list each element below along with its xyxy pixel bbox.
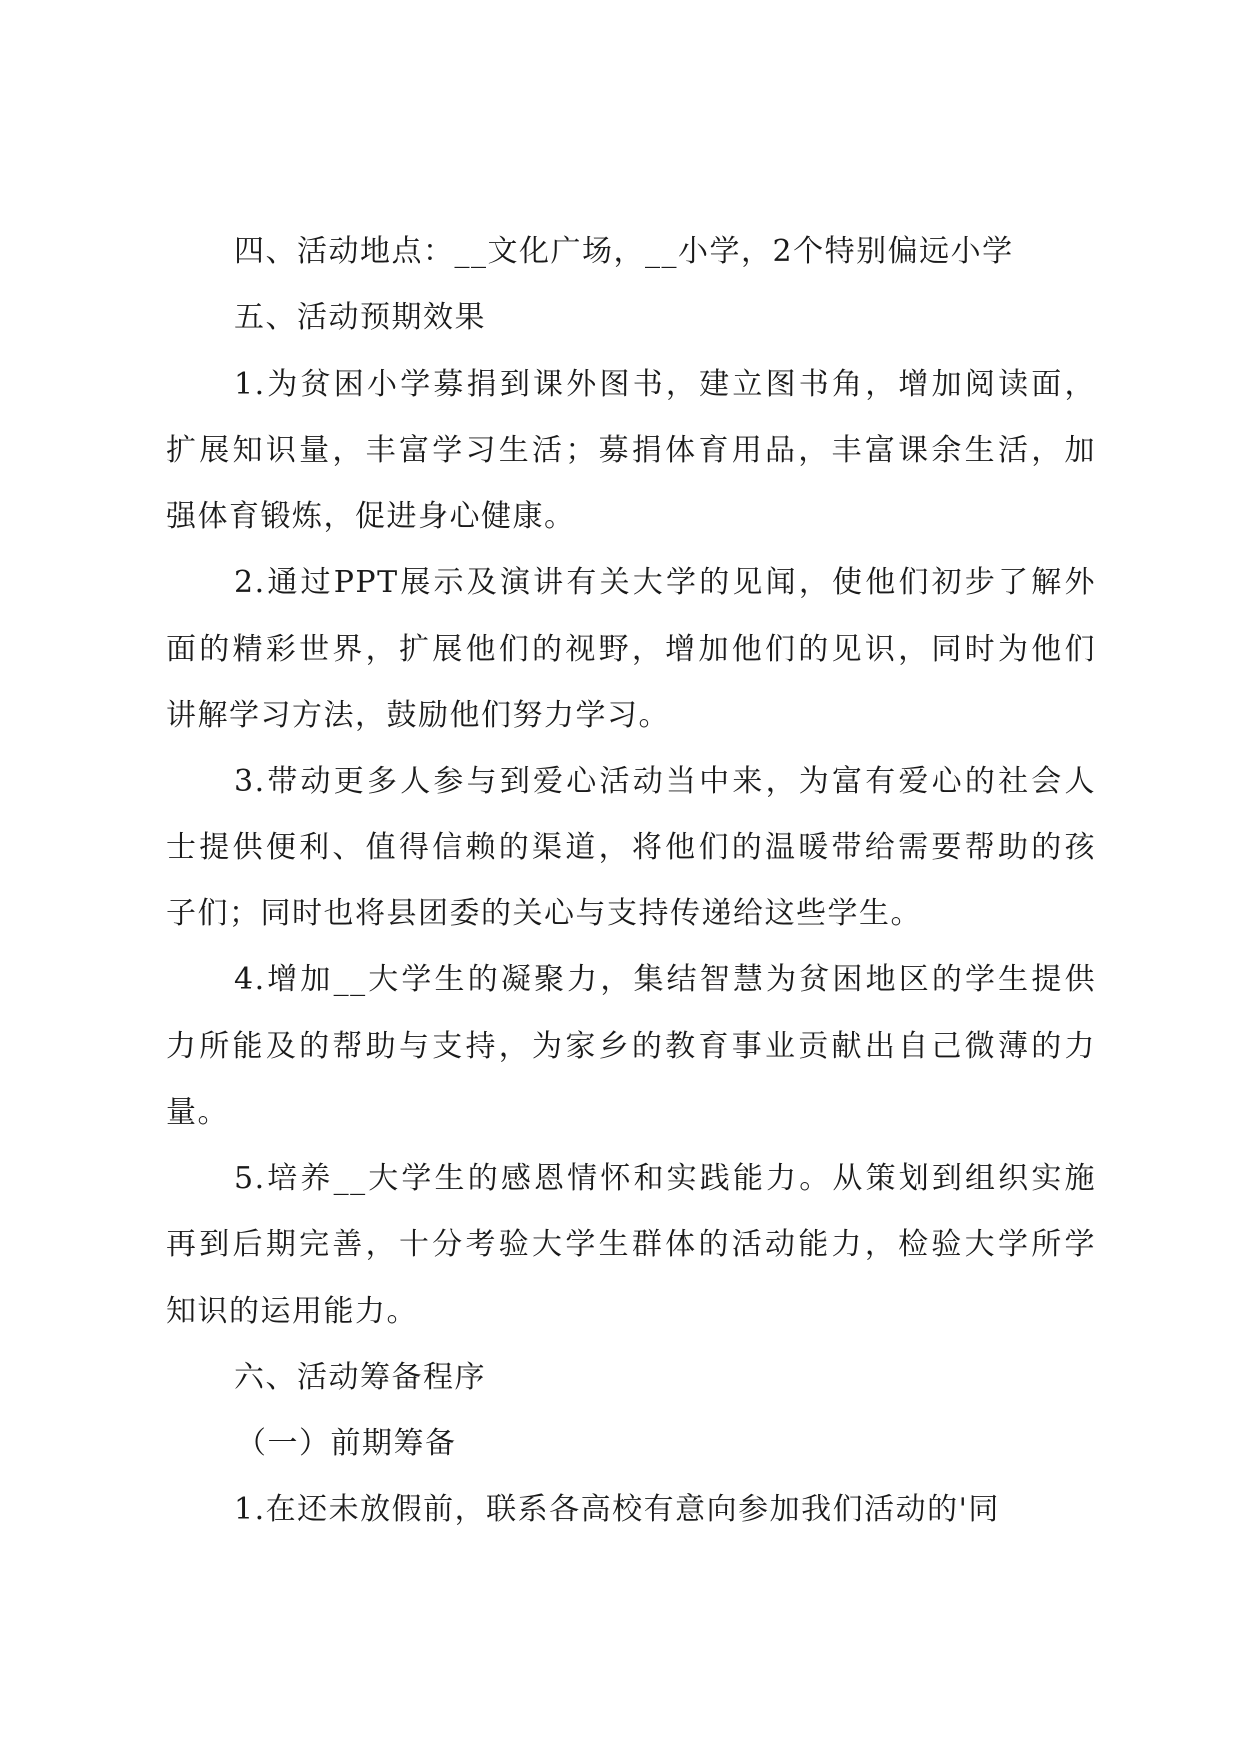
paragraph-line: 2.通过PPT展示及演讲有关大学的见闻，使他们初步了解外 <box>234 565 1096 600</box>
paragraph-line: 4.增加__大学生的凝聚力，集结智慧为贫困地区的学生提供 <box>234 962 1096 997</box>
paragraph-line: 再到后期完善，十分考验大学生群体的活动能力，检验大学所学 <box>166 1227 1096 1262</box>
paragraph-line: 力所能及的帮助与支持，为家乡的教育事业贡献出自己微薄的力 <box>166 1029 1096 1064</box>
section-heading-expected-effects: 五、活动预期效果 <box>234 300 486 335</box>
paragraph-line: 1.为贫困小学募捐到课外图书，建立图书角，增加阅读面， <box>234 367 1096 402</box>
paragraph-line: 扩展知识量，丰富学习生活；募捐体育用品，丰富课余生活，加 <box>166 433 1096 468</box>
section-heading-location: 四、活动地点：__文化广场，__小学，2个特别偏远小学 <box>234 234 1014 269</box>
paragraph-line: 量。 <box>166 1095 229 1130</box>
paragraph-line: 面的精彩世界，扩展他们的视野，增加他们的见识，同时为他们 <box>166 632 1096 667</box>
paragraph-line: 强体育锻炼，促进身心健康。 <box>166 499 576 534</box>
paragraph-line: 知识的运用能力。 <box>166 1294 418 1329</box>
paragraph-line: 1.在还未放假前，联系各高校有意向参加我们活动的'同 <box>234 1492 1000 1527</box>
subsection-heading: （一）前期筹备 <box>236 1426 457 1461</box>
paragraph-line: 士提供便利、值得信赖的渠道，将他们的温暖带给需要帮助的孩 <box>166 830 1096 865</box>
paragraph-line: 子们；同时也将县团委的关心与支持传递给这些学生。 <box>166 896 922 931</box>
paragraph-line: 讲解学习方法，鼓励他们努力学习。 <box>166 698 670 733</box>
paragraph-line: 3.带动更多人参与到爱心活动当中来，为富有爱心的社会人 <box>234 764 1096 799</box>
section-heading-preparation: 六、活动筹备程序 <box>234 1360 486 1395</box>
paragraph-line: 5.培养__大学生的感恩情怀和实践能力。从策划到组织实施 <box>234 1161 1096 1196</box>
